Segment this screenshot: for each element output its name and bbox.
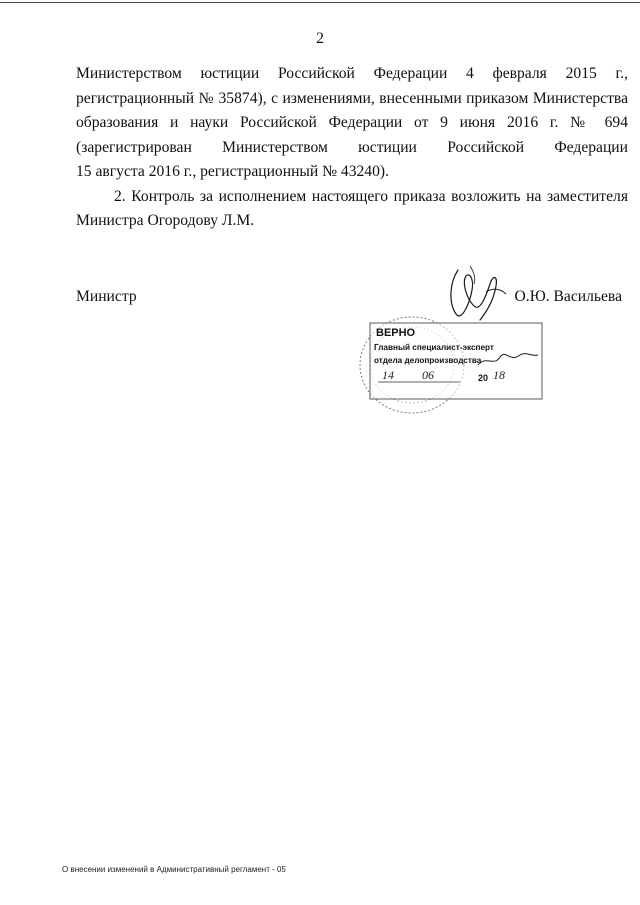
stamp-date-month: 06 — [422, 368, 434, 382]
page-top-edge — [0, 2, 640, 3]
paragraph-line: регистрационный № 35874), с изменениями, внесенными приказом Министерства — [76, 89, 628, 107]
paragraph-line: Министерством юстиции Российской Федерации 4 февраля 2015 г., — [76, 65, 628, 82]
paragraph-line: (зарегистрирован Министерством юстиции Российской Федерации — [76, 138, 628, 156]
paragraph-line: 15 августа 2016 г., регистрационный № 43240). — [76, 163, 389, 180]
signer-name: О.Ю. Васильева — [514, 288, 622, 305]
stamp-year-prefix: 20 — [478, 373, 489, 383]
signer-position: Министр — [76, 288, 137, 305]
footer-note: О внесении изменений в Административный регламент - 05 — [62, 865, 286, 874]
paragraph-line: образования и науки Российской Федерации от 9 июня 2016 г. № 694 — [76, 114, 628, 131]
stamp-year-suffix: 18 — [493, 368, 505, 382]
paragraph-2-line: Министра Огородову Л.М. — [76, 212, 255, 229]
page-number: 2 — [316, 30, 324, 47]
stamp-title: ВЕРНО — [376, 327, 416, 339]
certification-stamp — [350, 305, 550, 425]
stamp-line-2: отдела делопроизводства — [374, 356, 482, 365]
stamp-graphic — [350, 305, 550, 425]
stamp-date-day: 14 — [382, 368, 394, 382]
paragraph-2-line: 2. Контроль за исполнением настоящего приказа возложить на заместителя — [114, 187, 628, 205]
body-text — [76, 62, 628, 234]
stamp-line-1: Главный специалист-эксперт — [374, 343, 494, 352]
